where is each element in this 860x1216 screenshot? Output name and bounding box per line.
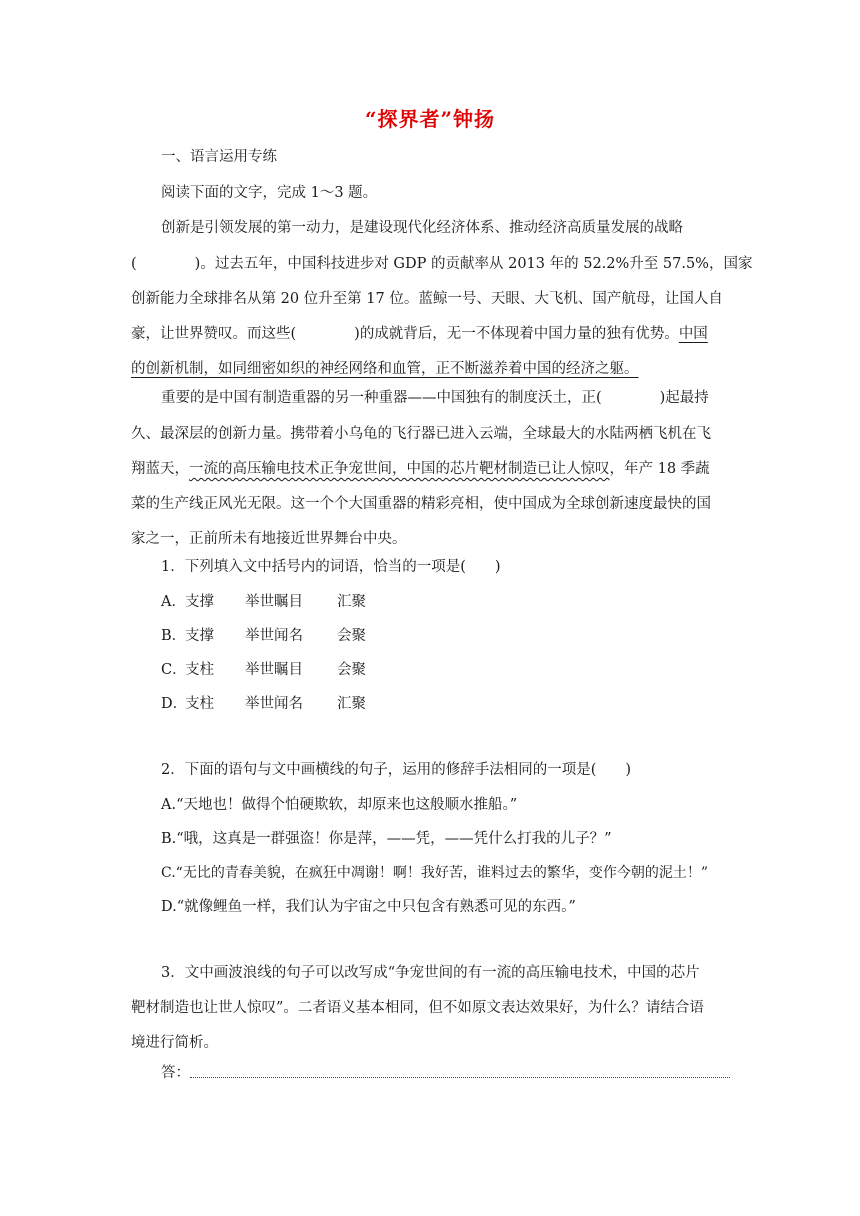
wavy-underlined-sentence: 一流的高压输电技术正争宠世间，中国的芯片靶材制造已让人惊叹 bbox=[189, 461, 610, 477]
passage-p1-line4-text: 豪，让世界赞叹。而这些( )的成就背后，无一不体现着中国力量的独有优势。 bbox=[131, 326, 679, 342]
passage-p1-line2: ( )。过去五年，中国科技进步对 GDP 的贡献率从 2013 年的 52.2%升至 57.5%，国家 bbox=[131, 256, 753, 272]
document-title: “探界者”钟扬 bbox=[364, 107, 495, 131]
answer-blank-line[interactable] bbox=[190, 1077, 730, 1078]
passage-p2-line4: 菜的生产线正风光无限。这一个个大国重器的精彩亮相，使中国成为全球创新速度最快的国 bbox=[131, 496, 711, 512]
passage-p2-line2: 久、最深层的创新力量。携带着小乌龟的飞行器已进入云端，全球最大的水陆两栖飞机在飞 bbox=[131, 426, 711, 442]
question-3-line3: 境进行简析。 bbox=[131, 1035, 218, 1051]
q1-option-c bbox=[161, 660, 761, 680]
option-word-1: 支柱 bbox=[185, 662, 214, 678]
question-3-line1: 3．文中画波浪线的句子可以改写成“争宠世间的有一流的高压输电技术，中国的芯片 bbox=[161, 965, 700, 981]
q2-option-d: D.“就像鲤鱼一样，我们认为宇宙之中只包含有熟悉可见的东西。” bbox=[161, 899, 576, 915]
q1-option-d bbox=[161, 694, 761, 714]
option-word-1: 支撑 bbox=[185, 594, 214, 610]
option-word-3: 会聚 bbox=[337, 628, 366, 644]
reading-instruction: 阅读下面的文字，完成 1～3 题。 bbox=[161, 185, 378, 201]
option-letter: D． bbox=[161, 696, 188, 712]
passage-p2-line3 bbox=[131, 459, 731, 479]
option-word-3: 汇聚 bbox=[337, 696, 366, 712]
passage-p2-line1: 重要的是中国有制造重器的另一种重器——中国独有的制度沃土，正( )起最持 bbox=[161, 390, 709, 406]
option-word-3: 汇聚 bbox=[337, 594, 366, 610]
question-2-stem: 2．下面的语句与文中画横线的句子，运用的修辞手法相同的一项是( ) bbox=[161, 762, 632, 778]
option-letter: A． bbox=[161, 594, 186, 610]
option-word-2: 举世闻名 bbox=[245, 696, 303, 712]
q2-option-a: A.“天地也！做得个怕硬欺软，却原来也这般顺水推船。” bbox=[161, 797, 518, 813]
option-word-1: 支柱 bbox=[185, 696, 214, 712]
passage-p2-line3-start: 翔蓝天， bbox=[131, 461, 189, 477]
section-heading: 一、语言运用专练 bbox=[161, 149, 277, 165]
q2-option-c: C.“无比的青春美貌，在疯狂中凋谢！啊！我好苦，谁料过去的繁华，变作今朝的泥土！” bbox=[161, 865, 708, 881]
question-3-line2: 靶材制造也让世人惊叹”。二者语义基本相同，但不如原文表达效果好，为什么？请结合语 bbox=[131, 1000, 704, 1016]
option-word-2: 举世瞩目 bbox=[245, 594, 303, 610]
passage-p2-line3-end: ，年产 18 季蔬 bbox=[609, 461, 710, 477]
passage-p2-line5: 家之一，正前所未有地接近世界舞台中央。 bbox=[131, 531, 407, 547]
q1-option-b bbox=[161, 626, 761, 646]
q1-option-a bbox=[161, 592, 761, 612]
underlined-sentence-start: 中国 bbox=[678, 326, 708, 342]
option-word-3: 会聚 bbox=[337, 662, 366, 678]
option-word-2: 举世闻名 bbox=[245, 628, 303, 644]
underlined-sentence: 的创新机制，如同细密如织的神经网络和血管，正不断滋养着中国的经济之躯。 bbox=[131, 361, 639, 377]
passage-p1-line3: 创新能力全球排名从第 20 位升至第 17 位。蓝鲸一号、天眼、大飞机、国产航母，让国人自 bbox=[131, 291, 723, 307]
passage-p1-line4 bbox=[131, 324, 731, 344]
option-letter: C． bbox=[161, 662, 187, 678]
option-letter: B． bbox=[161, 628, 187, 644]
passage-p1-line1: 创新是引领发展的第一动力，是建设现代化经济体系、推动经济高质量发展的战略 bbox=[161, 220, 683, 236]
answer-label: 答： bbox=[161, 1065, 190, 1081]
passage-p1-line5 bbox=[131, 359, 731, 379]
q2-option-b: B.“哦，这真是一群强盗！你是萍，——凭，——凭什么打我的儿子？” bbox=[161, 831, 612, 847]
option-word-2: 举世瞩目 bbox=[245, 662, 303, 678]
question-1-stem: 1．下列填入文中括号内的词语，恰当的一项是( ) bbox=[161, 559, 501, 575]
option-word-1: 支撑 bbox=[185, 628, 214, 644]
